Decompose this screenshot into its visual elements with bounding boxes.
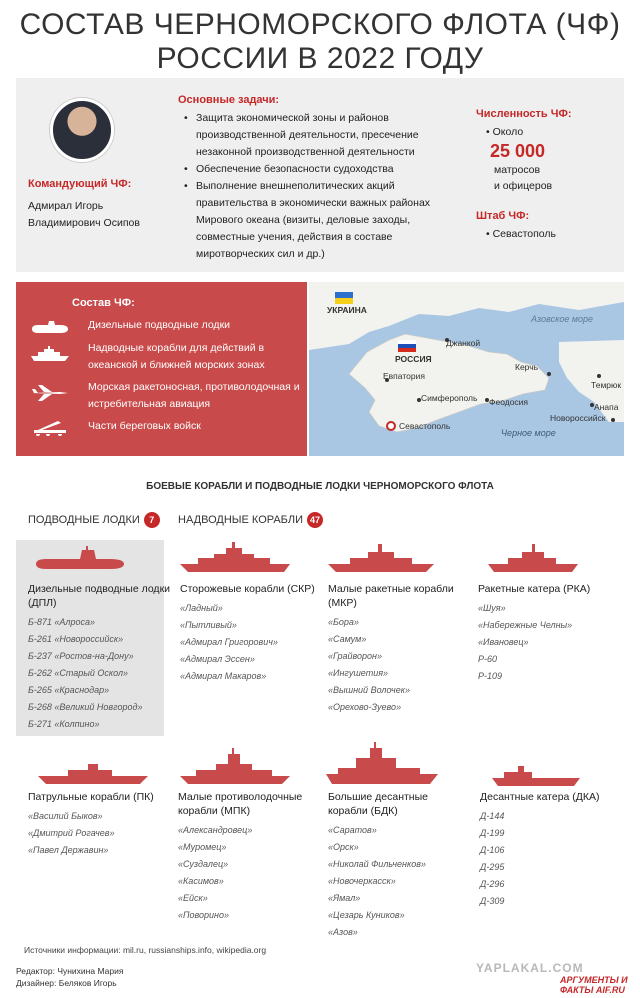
russia-flag-icon [398,340,416,352]
list-item: «Павел Державин» [28,845,109,855]
composition-item-submarines: Дизельные подводные лодки [88,319,231,331]
group-title: Патрульные корабли (ПК) [28,791,154,803]
composition-label: Состав ЧФ: [72,297,135,309]
city-novorossiysk: Новороссийск [550,413,606,423]
map-label-russia: РОССИЯ [395,354,432,364]
list-item: «Дмитрий Рогачев» [28,828,115,838]
city-anapa: Анапа [594,402,619,412]
composition-panel [16,282,307,456]
editor-credit: Редактор: Чунихина Мария [16,966,124,976]
group-submarines [28,582,178,733]
composition-item-aviation: Морская ракетоносная, противолодочная и истребительная авиация [88,381,300,410]
title-line-2: РОССИИ В 2022 ГОДУ [156,42,484,75]
city-dot [547,372,551,376]
list-item: Б-268 «Великий Новгород» [28,702,143,712]
group-names [328,614,468,716]
crew-value: 25 000 [490,141,546,161]
list-item: «Цезарь Куников» [328,910,405,920]
list-item: «Адмирал Григорович» [180,637,278,647]
group-title: Ракетные катера (РКА) [478,583,591,595]
group-missile-boats [478,582,618,685]
list-item: Б-271 «Колпино» [28,719,100,729]
city-temryuk: Темрюк [591,380,622,390]
map-label-ukraine: УКРАИНА [327,305,367,315]
list-item: «Саратов» [328,825,377,835]
list-item: «Суздалец» [178,859,229,869]
commander-label: Командующий ЧФ: [28,178,132,190]
warship-icon [30,344,70,362]
surface-count-badge: 47 [307,512,323,528]
group-title: Дизельные подводные лодки (ДПЛ) [28,583,171,609]
composition-item-coastal: Части береговых войск [88,420,201,432]
list-item: «Василий Быков» [28,811,103,821]
list-item: Д-144 [480,811,505,821]
list-item: Д-106 [480,845,505,855]
crew-prefix: • Около [486,124,616,140]
list-item: «Набережные Челны» [478,620,573,630]
list-item: «Александровец» [178,825,253,835]
list-item: Б-262 «Старый Оскол» [28,668,129,678]
list-item: Р-109 [478,671,503,681]
submarines-label: ПОДВОДНЫЕ ЛОДКИ [28,513,140,526]
list-item: Б-261 «Новороссийск» [28,634,124,644]
crimea-map [309,282,624,456]
designer-credit: Дизайнер: Беляков Игорь [16,978,117,988]
list-item: «Пытливый» [180,620,237,630]
list-item: Д-296 [480,879,505,889]
commander-name-line-1: Адмирал Игорь [28,200,104,212]
watermark-site: YAPLAKAL.COM [476,961,584,975]
hq-label: Штаб ЧФ: [476,210,530,222]
city-evpatoria: Евпатория [383,371,425,381]
sevastopol-marker-icon [386,421,396,431]
crew-suffix-2: и офицеров [494,180,553,192]
list-item: «Ладный» [180,603,223,613]
list-item: «Поворино» [178,910,230,920]
list-item: «Шуя» [478,603,506,613]
tasks-label: Основные задачи: [178,94,280,106]
composition-item-surface: Надводные корабли для действий в океанской и ближней морских зонах [88,342,265,371]
city-sevastopol: Севастополь [399,421,451,431]
list-item: «Новочеркасск» [328,876,396,886]
list-item: Д-199 [480,828,505,838]
submarine-silhouette-icon [34,546,126,574]
group-names [480,808,620,910]
submarine-icon [30,318,70,336]
group-title: Малые противолодочные корабли (МПК) [178,791,303,817]
group-title: Сторожевые корабли (СКР) [180,583,315,595]
commander-name [28,198,178,232]
list-item: «Адмирал Макаров» [180,671,267,681]
group-frigates [180,582,330,685]
group-names [28,808,178,859]
credits [16,965,123,989]
group-title: Малые ракетные корабли (МКР) [328,583,454,609]
map-label-azov-sea: Азовское море [531,314,594,324]
list-item: «Ивановец» [478,637,529,647]
asw-ship-silhouette-icon [180,746,290,786]
list-item: «Орехово-Зуево» [328,702,402,712]
crew-label: Численность ЧФ: [476,108,572,120]
city-dzhankoy: Джанкой [446,338,481,348]
submarines-count-badge: 7 [144,512,160,528]
crew-info [486,124,616,194]
list-item: Р-60 [478,654,498,664]
group-title: Десантные катера (ДКА) [480,791,600,803]
surface-label: НАДВОДНЫЕ КОРАБЛИ [178,513,304,526]
list-item: Б-871 «Алроса» [28,617,95,627]
title-line-1: СОСТАВ ЧЕРНОМОРСКОГО ФЛОТА (ЧФ) [19,8,621,41]
corvette-silhouette-icon [328,540,434,574]
info-panel [16,78,624,272]
sources-note: Источники информации: mil.ru, russianships.info, wikipedia.org [24,945,267,955]
coastal-launcher-icon [30,418,70,436]
city-feodosia: Феодосия [489,397,529,407]
list-item: «Бора» [328,617,359,627]
section-title: БОЕВЫЕ КОРАБЛИ И ПОДВОДНЫЕ ЛОДКИ ЧЕРНОМОРСКОГО ФЛОТА [146,481,494,492]
list-item: «Вышний Волочек» [328,685,410,695]
aircraft-icon [30,384,70,402]
group-patrol-ships [28,790,178,859]
ukraine-flag-icon [335,292,353,304]
group-landing-craft [480,790,620,910]
task-item: • Обеспечение безопасности судоходства [184,161,469,178]
commander-avatar [50,98,114,162]
city-simferopol: Симферополь [421,393,478,403]
frigate-silhouette-icon [180,540,290,574]
list-item: «Орск» [328,842,359,852]
page-title [0,8,640,76]
group-landing-ships [328,790,468,941]
patrol-ship-silhouette-icon [38,760,148,786]
city-dot [597,374,601,378]
list-item: Д-309 [480,896,505,906]
group-names [328,822,468,941]
list-item: Д-295 [480,862,505,872]
city-dot [611,418,615,422]
list-item: «Ямал» [328,893,361,903]
list-item: «Касимов» [178,876,224,886]
group-names [180,600,330,685]
group-names [178,822,318,924]
group-corvettes [328,582,468,716]
group-names [28,614,178,733]
list-item: «Ингушетия» [328,668,389,678]
group-title: Большие десантные корабли (БДК) [328,791,428,817]
submarines-heading [28,512,160,528]
commander-name-line-2: Владимирович Осипов [28,217,140,229]
list-item: «Азов» [328,927,358,937]
task-item: • Защита экономической зоны и районов производственной деятельности, пресечение незаконной производственной деятельности [184,110,469,161]
landing-craft-silhouette-icon [492,762,580,788]
tasks-list [184,110,469,263]
list-item: «Адмирал Эссен» [180,654,255,664]
list-item: «Ейск» [178,893,208,903]
hq-value: • Севастополь [486,228,556,240]
list-item: «Самум» [328,634,367,644]
list-item: «Муромец» [178,842,227,852]
list-item: «Николай Фильченков» [328,859,426,869]
city-kerch: Керчь [515,362,539,372]
landing-ship-silhouette-icon [326,742,438,786]
map-label-black-sea: Черное море [501,428,556,438]
list-item: «Грайворон» [328,651,382,661]
list-item: Б-237 «Ростов-на-Дону» [28,651,134,661]
brand-logo: АРГУМЕНТЫ И ФАКТЫ AIF.RU [560,975,628,995]
group-names [478,600,618,685]
group-asw-ships [178,790,318,924]
missile-boat-silhouette-icon [488,540,578,574]
task-item: • Выполнение внешнеполитических акций правительства в экономически важных районах Мирового океана (визиты, деловые заходы, совместные учения, действия в составе миротворческих сил и др.) [184,178,469,263]
list-item: Б-265 «Краснодар» [28,685,110,695]
surface-heading [178,512,323,528]
crew-suffix-1: матросов [494,164,541,176]
